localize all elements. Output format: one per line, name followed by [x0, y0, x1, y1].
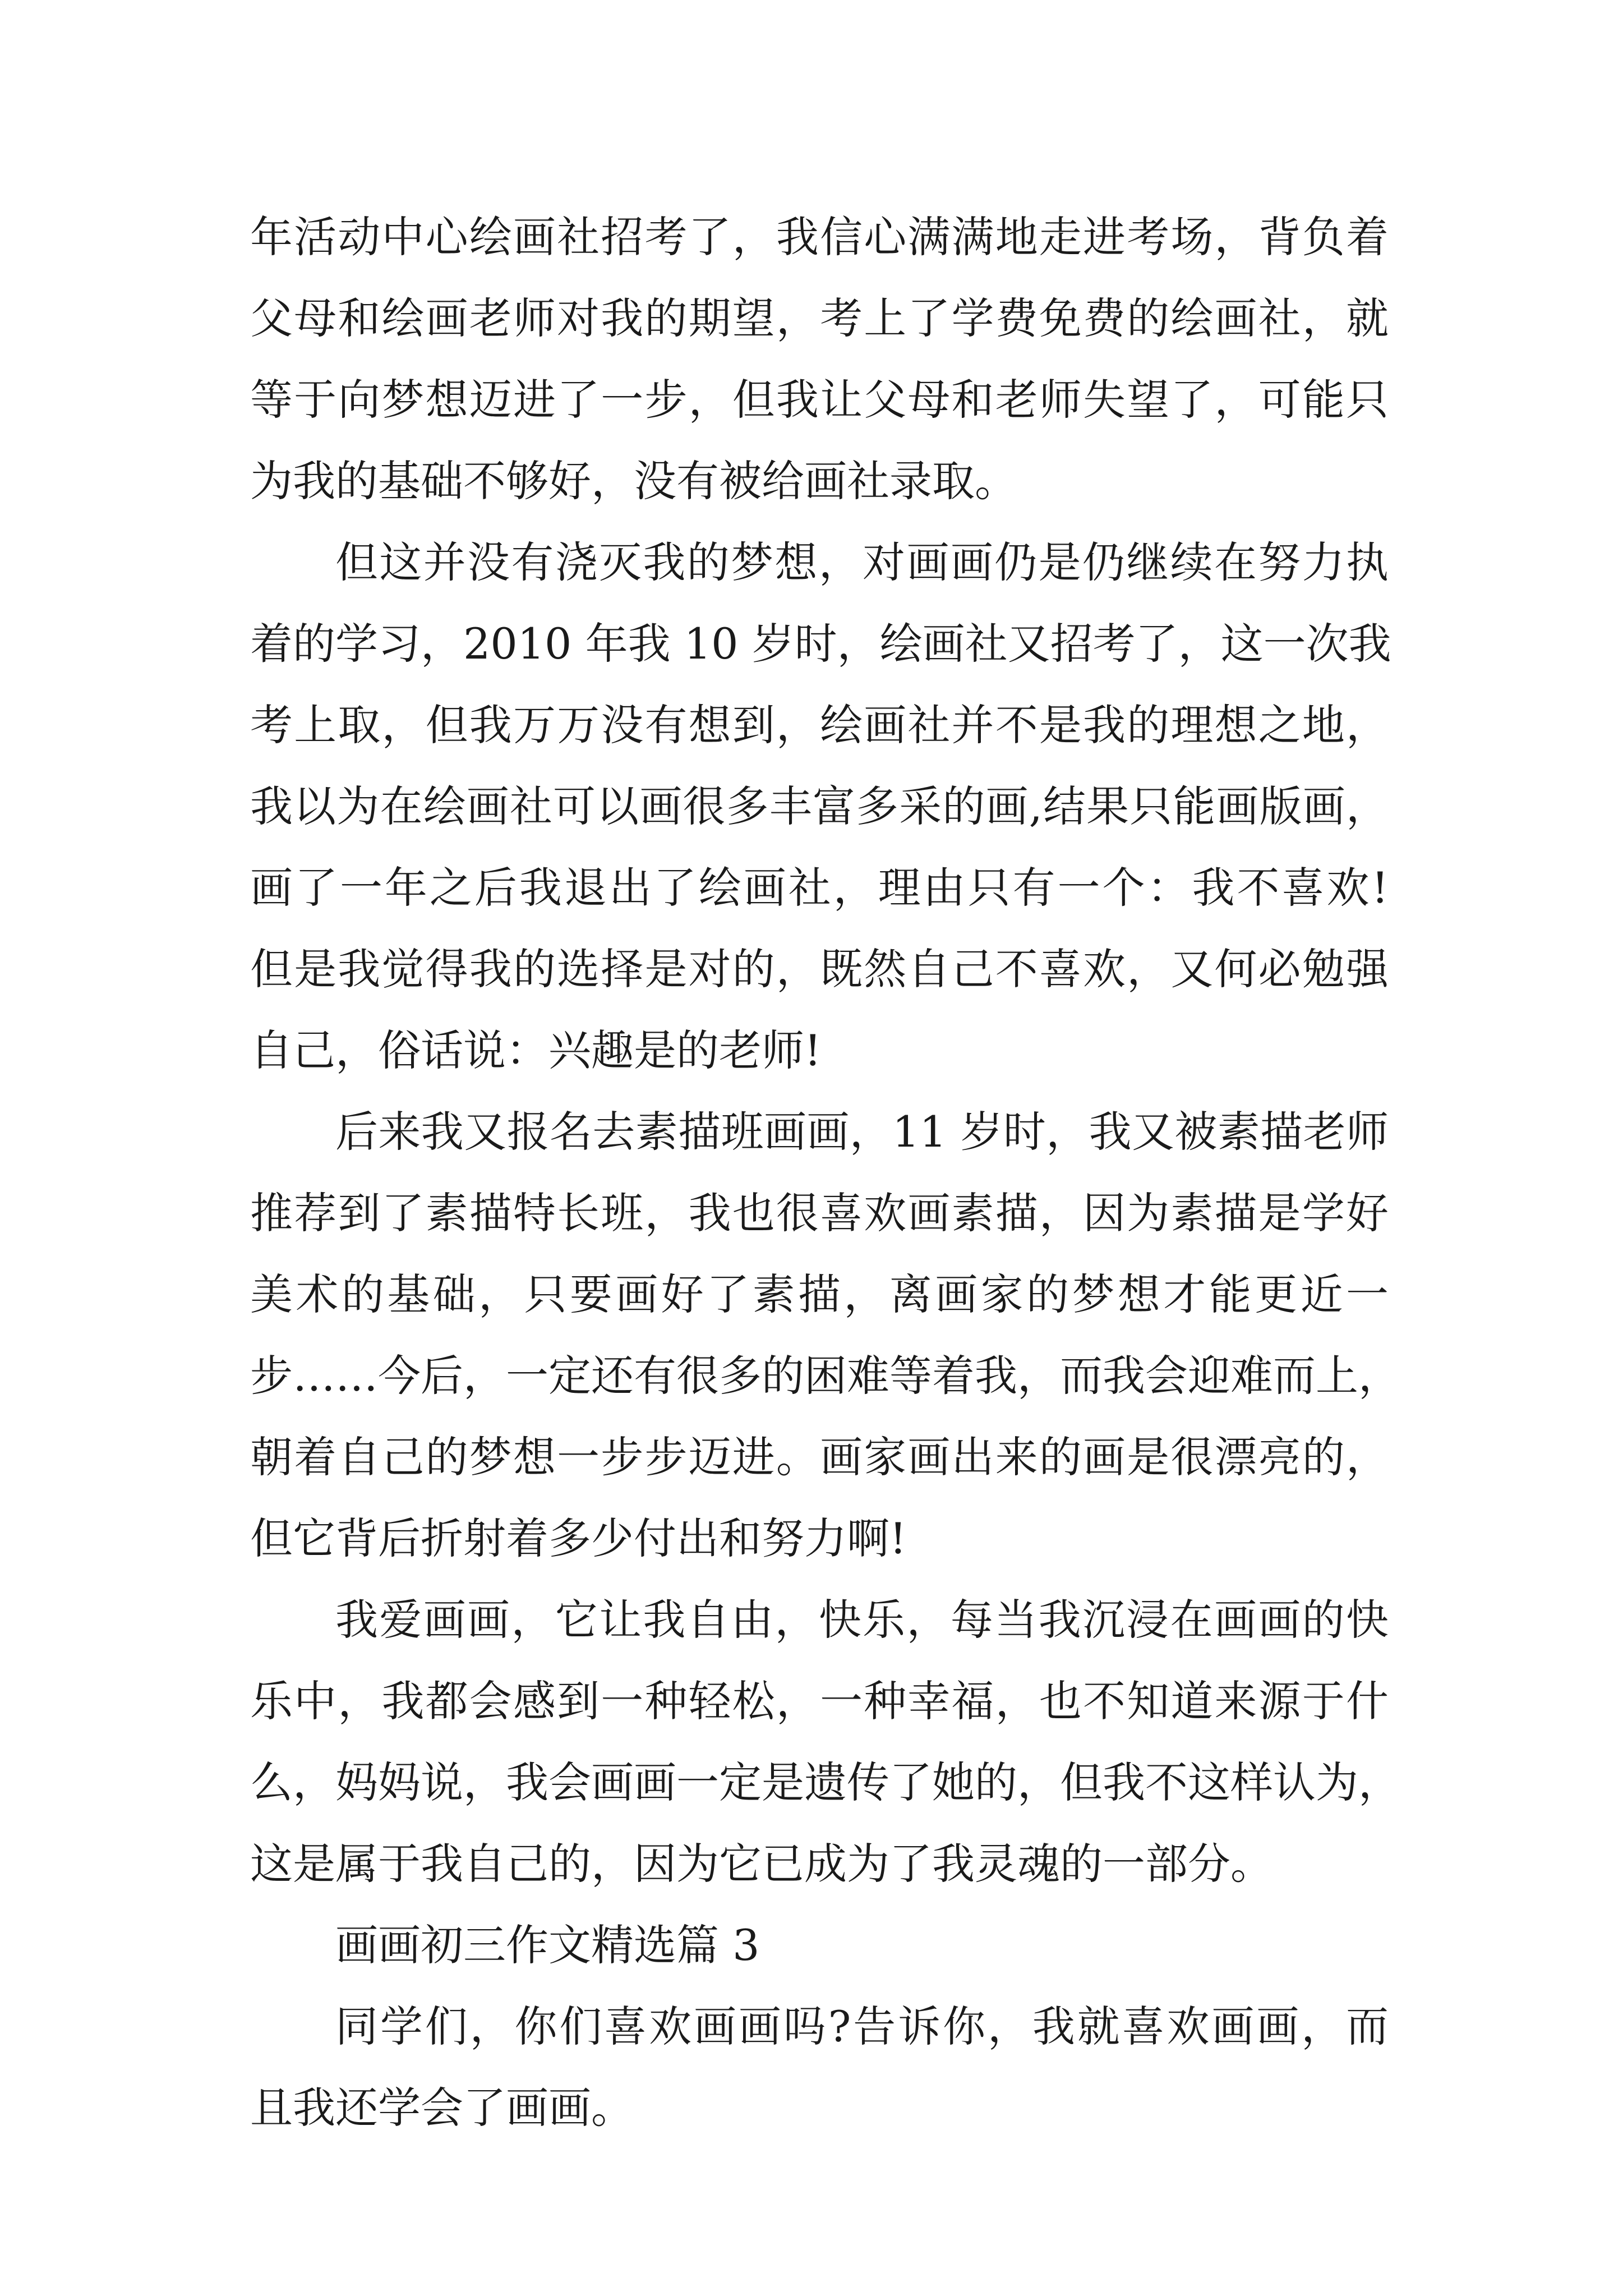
text-line: 为我的基础不够好，没有被给画社录取。 — [250, 456, 1017, 506]
essay-body — [250, 196, 1401, 2148]
paragraph-first-line: 同学们，你们喜欢画画吗?告诉你，我就喜欢画画，而 — [335, 2001, 1389, 2051]
text-line: 年活动中心绘画社招考了，我信心满满地走进考场，背负着 — [250, 212, 1389, 262]
text-line: 考上取，但我万万没有想到，绘画社并不是我的理想之地， — [250, 700, 1389, 750]
text-line: 么，妈妈说，我会画画一定是遗传了她的，但我不这样认为， — [250, 1757, 1401, 1807]
paragraph-first-line: 但这并没有浇灭我的梦想，对画画仍是仍继续在努力执 — [335, 537, 1389, 587]
text-line: 乐中，我都会感到一种轻松，一种幸福，也不知道来源于什 — [250, 1676, 1389, 1726]
text-line: 美术的基础，只要画好了素描，离画家的梦想才能更近一 — [250, 1269, 1389, 1319]
text-line: 步……今后，一定还有很多的困难等着我，而我会迎难而上， — [250, 1351, 1401, 1401]
text-line: 朝着自己的梦想一步步迈进。画家画出来的画是很漂亮的， — [250, 1432, 1389, 1482]
text-line: 推荐到了素描特长班，我也很喜欢画素描，因为素描是学好 — [250, 1188, 1389, 1238]
text-line: 等于向梦想迈进了一步，但我让父母和老师失望了，可能只 — [250, 375, 1389, 425]
text-line: 画了一年之后我退出了绘画社，理由只有一个：我不喜欢! — [250, 863, 1389, 913]
text-line: 自己，俗话说：兴趣是的老师! — [250, 1025, 822, 1075]
text-line: 我以为在绘画社可以画很多丰富多采的画,结果只能画版画， — [250, 781, 1389, 831]
text-line: 这是属于我自己的，因为它已成为了我灵魂的一部分。 — [250, 1839, 1273, 1889]
paragraph-first-line: 后来我又报名去素描班画画，11 岁时，我又被素描老师 — [335, 1107, 1389, 1157]
text-line: 且我还学会了画画。 — [250, 2083, 634, 2133]
paragraph-first-line: 画画初三作文精选篇 3 — [335, 1920, 760, 1970]
paragraph-first-line: 我爱画画，它让我自由，快乐，每当我沉浸在画画的快 — [335, 1595, 1389, 1645]
text-line: 父母和绘画老师对我的期望，考上了学费免费的绘画社，就 — [250, 293, 1389, 343]
text-line: 但它背后折射着多少付出和努力啊! — [250, 1513, 907, 1563]
text-line: 但是我觉得我的选择是对的，既然自己不喜欢，又何必勉强 — [250, 944, 1389, 994]
text-line: 着的学习，2010 年我 10 岁时，绘画社又招考了，这一次我 — [250, 619, 1391, 669]
